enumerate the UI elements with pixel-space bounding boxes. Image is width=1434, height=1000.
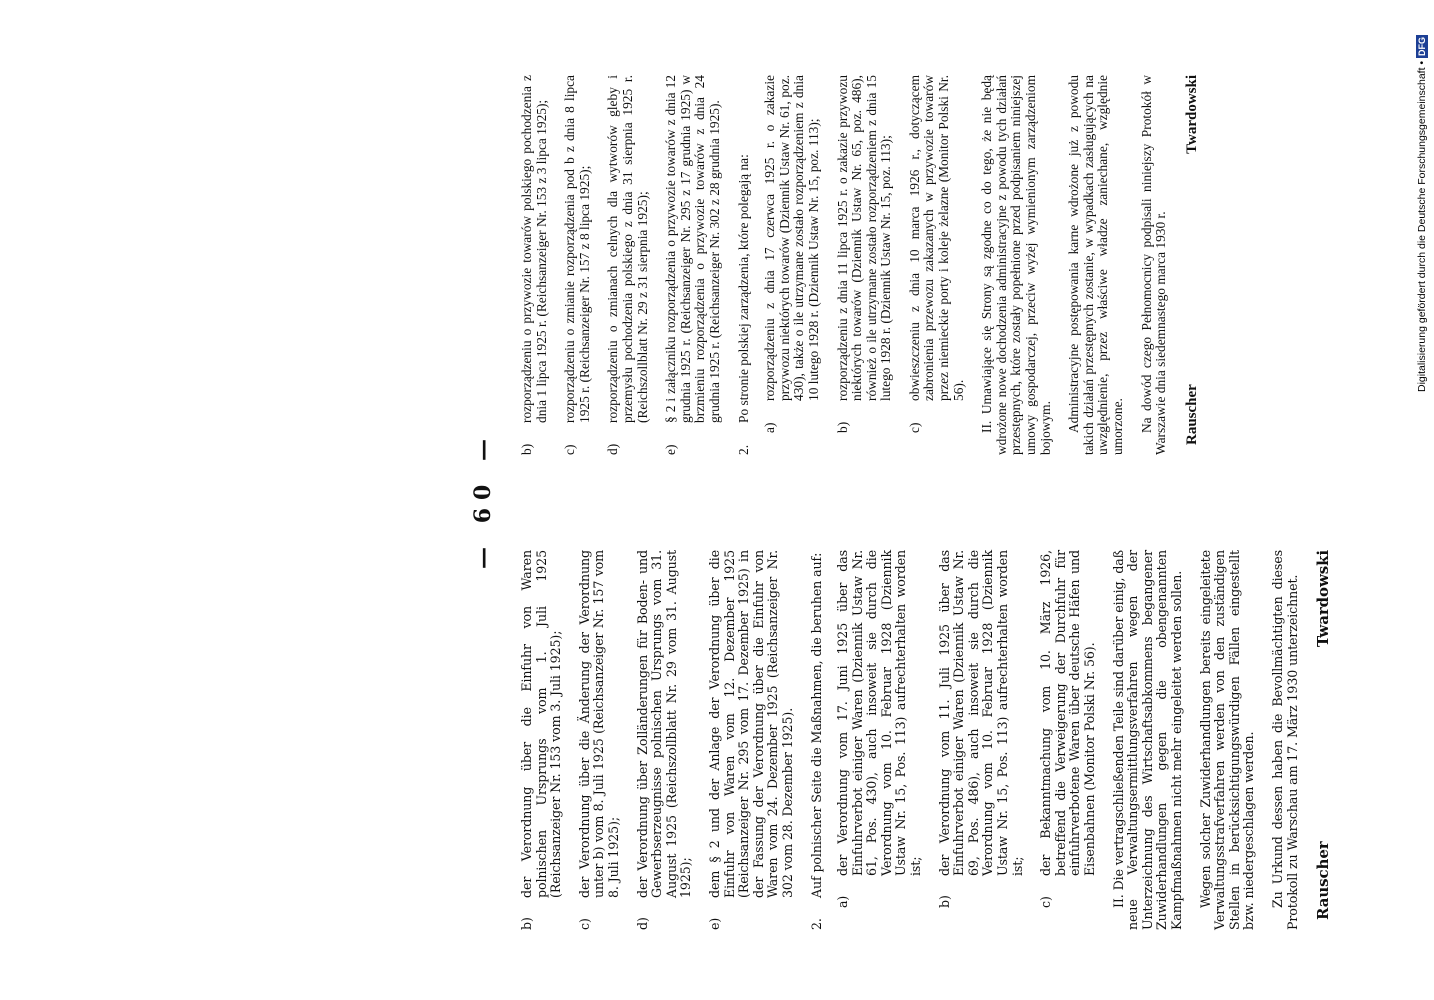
polish-section-2 (737, 75, 752, 455)
german-column (520, 550, 1356, 930)
german-item (636, 550, 694, 930)
dfg-logo: DFG (1417, 36, 1427, 56)
polish-closing-paragraph: Na dowód czego Pełnomocnicy podpisali niniejszy Protokół w Warszawie dnia siedemnastego marca 1930 r. (1138, 75, 1169, 455)
item-text: § 2 i załączniku rozporządzenia o przywozie towarów z dnia 12 grudnia 1925 r. (Reichsanzeiger Nr. 295 z 17 grudnia 1925) w brzmieniu rozporządzenia o przywozie towarów z dnia 24 grudnia 1925 r. (Reichsanzeiger Nr. 302 z 28 grudnia 1925). (663, 75, 722, 423)
german-subitem (1039, 550, 1097, 908)
polish-item (563, 75, 592, 455)
item-text: der Verordnung über die Änderung der Verordnung unter b) vom 8. Juli 1925 (Reichsanzeiger Nr. 157 vom 8. Juli 1925); (576, 550, 621, 898)
german-paragraph: Wegen solcher Zuwiderhandlungen bereits eingeleitete Verwaltungsstrafverfahren werden von den zuständigen Stellen in berücksichtigungswürdigen Fällen eingestellt bzw. niedergeschlagen werden. (1197, 550, 1257, 930)
item-text: rozporządzeniu z dnia 17 czerwca 1925 r. o zakazie przywozu niektórych towarów (Dziennik Ustaw Nr. 61, poz. 430), także o ile utrzymane zostało rozporządzeniem z dnia 10 lutego 1928 r. (Dziennik Ustaw Nr. 15, poz. 113); (762, 75, 821, 401)
polish-item (520, 75, 549, 455)
polish-subitem (836, 75, 894, 433)
signature-twardowski: Twardowski (1314, 550, 1333, 647)
polish-item (606, 75, 650, 455)
item-text: der Verordnung über die Einfuhr von Waren polnischen Ursprungs vom 1. Juli 1925 (Reichsanzeiger Nr. 153 vom 3. Juli 1925); (519, 550, 564, 898)
item-label: c) (906, 422, 922, 433)
german-item (578, 550, 622, 930)
item-label: a) (835, 895, 851, 908)
item-label: e) (706, 917, 722, 930)
item-text: der Verordnung über Zolländerungen für Boden- und Gewerbserzeugnisse polnischen Ursprungs vom 31. August 1925 (Reichszollblatt Nr. 29 vom 31. August 1925); (634, 550, 694, 898)
german-subitem (836, 550, 924, 908)
polish-subitem (763, 75, 821, 433)
german-signatures (1316, 550, 1356, 930)
polish-paragraph-II: II. Umawiające się Strony są zgodne co do tego, że nie będą wdrożone nowe dochodzenia administracyjne z powodu tych działań przestępnych, które zostały popełnione przed podpisaniem niniejszej umowy gospodarczej, przeciw wyżej wymienionym zarządzeniom bojowym. (979, 75, 1053, 455)
item-label: b) (519, 917, 534, 930)
item-label: b) (519, 443, 534, 455)
item-text: dem § 2 und der Anlage der Verordnung über die Einfuhr von Waren vom 12. Dezember 1925 (Reichsanzeiger Nr. 295 vom 17. Dezember 1925) in der Fassung der Verordnung über die Einfuhr von Waren vom 24. Dezember 1925 (Reichsanzeiger Nr. 302 vom 28. Dezember 1925). (706, 550, 795, 898)
signature-rauscher: Rauscher (1314, 841, 1333, 920)
item-label: d) (634, 917, 650, 930)
german-subitem (938, 550, 1026, 908)
item-text: obwieszczeniu z dnia 10 marca 1926 r., dotyczącem zabronienia przewozu zakazanych w przywozie towarów przez niemieckie porty i koleje żelazne (Monitor Polski Nr. 56). (906, 75, 966, 401)
item-label: d) (605, 443, 621, 455)
german-section-2 (810, 550, 825, 930)
section-label: 2. (735, 444, 751, 455)
german-item (520, 550, 564, 930)
polish-item (664, 75, 722, 455)
german-paragraph-II: II. Die vertragschließenden Teile sind darüber einig, daß neue Verwaltungsermittlungsverfahren wegen der Unterzeichnung des Wirtschaftsabkommens begangener Zuwiderhandlungen gegen die obengenannten Kampfmaßnahmen nicht mehr eingeleitet werden sollen. (1110, 550, 1184, 930)
item-label: b) (834, 421, 850, 433)
item-text: rozporządzeniu o przywozie towarów polskiego pochodzenia z dnia 1 lipca 1925 r. (Reichsanzeiger Nr. 153 z 3 lipca 1925); (519, 75, 549, 423)
digitization-note: Digitalisierung gefördert durch die Deutsche Forschungsgemeinschaft (1416, 67, 1428, 392)
section-label: 2. (808, 918, 824, 930)
item-label: e) (663, 444, 679, 455)
polish-column (520, 75, 1225, 455)
german-closing-paragraph: Zu Urkund dessen haben die Bevollmächtigten dieses Protokoll zu Warschau am 17. März 1930 unterzeichnet. (1269, 550, 1300, 930)
section-intro: Po stronie polskiej zarządzenia, które polegają na: (735, 154, 751, 423)
item-label: a) (762, 422, 778, 433)
item-text: der Bekanntmachung vom 10. März 1926, betreffend die Verweigerung der Durchfuhr für einfuhrverbotene Waren über deutsche Häfen und Eisenbahnen (Monitor Polski Nr. 56). (1038, 550, 1097, 876)
polish-signatures (1185, 75, 1225, 455)
item-label: b) (936, 895, 952, 908)
item-text: der Verordnung vom 17. Juni 1925 über das Einfuhrverbot einiger Waren (Dziennik Ustaw Nr. 61, Pos. 430), auch insoweit sie durch die Verordnung vom 10. Februar 1928 (Dziennik Ustaw Nr. 15, Pos. 113) aufrechterhalten worden ist; (835, 550, 924, 876)
signature-rauscher: Rauscher (1183, 384, 1200, 445)
item-label: c) (1038, 896, 1054, 908)
item-label: c) (576, 918, 592, 930)
item-text: der Verordnung vom 11. Juli 1925 über das Einfuhrverbot einiger Waren (Dziennik Ustaw Nr. 69, Pos. 486), auch insoweit sie durch die Verordnung vom 10. Februar 1928 (Dziennik Ustaw Nr. 15, Pos. 113) aufrechterhalten worden ist; (936, 550, 1025, 876)
polish-subitem (908, 75, 966, 433)
digitization-banner: Digitalisierung gefördert durch die Deutsche Forschungsgemeinschaft • DFG (1416, 36, 1428, 392)
polish-paragraph: Administracyjne postępowania karne wdrożone już z powodu takich działań przestępnych zostanie, w wypadkach zasługujących na uwzględnienie, przez właściwe władze zaniechane, względnie umorzone. (1066, 75, 1125, 455)
item-text: rozporządzeniu o zmianach celnych dla wytworów gleby i przemysłu pochodzenia polskiego z dnia 31 sierpnia 1925 r. (Reichszollblatt Nr. 29 z 31 sierpnia 1925); (605, 75, 650, 423)
item-text: rozporządzeniu z dnia 11 lipca 1925 r. o zakazie przywozu niektórych towarów (Dziennik Ustaw Nr. 65, poz. 486), również o ile utrzymane zostało rozporządzeniem z dnia 15 lutego 1928 r. (Dziennik Ustaw Nr. 15, poz. 113); (834, 75, 894, 401)
signature-twardowski: Twardowski (1183, 75, 1200, 154)
section-intro: Auf polnischer Seite die Maßnahmen, die beruhen auf: (808, 552, 824, 898)
page-number: — 60 — (470, 431, 496, 569)
german-item (708, 550, 796, 930)
item-text: rozporządzeniu o zmianie rozporządzenia pod b z dnia 8 lipca 1925 r. (Reichsanzeiger Nr. 157 z 8 lipca 1925); (562, 75, 592, 423)
item-label: c) (562, 444, 578, 455)
